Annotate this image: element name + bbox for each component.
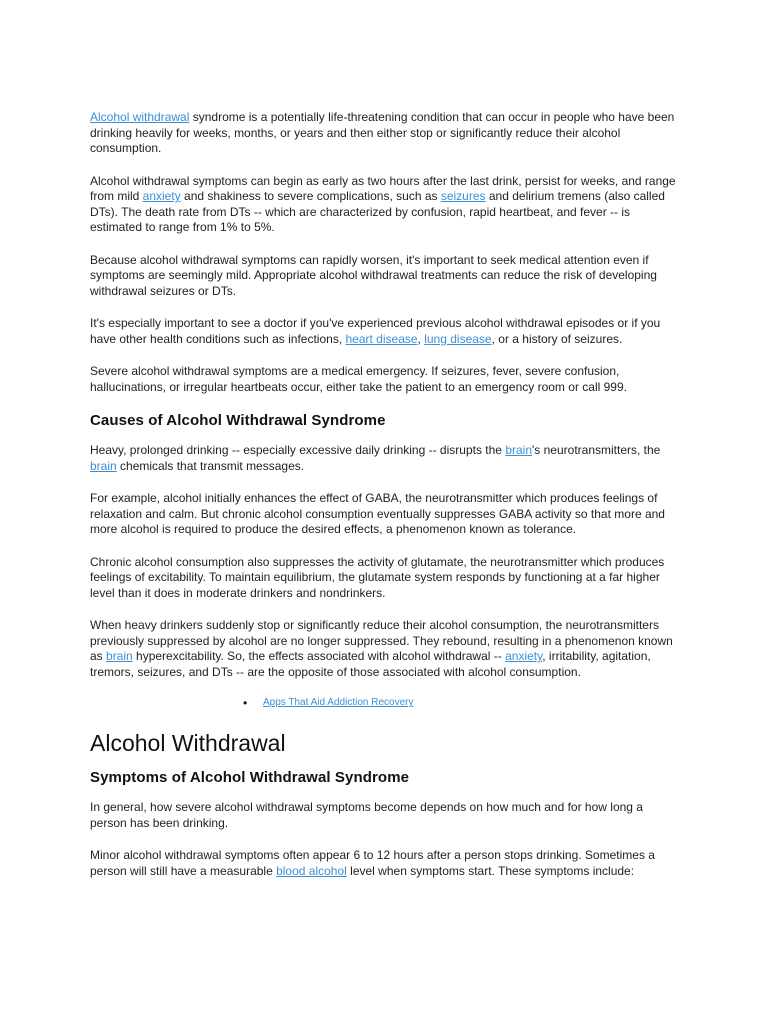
link-alcohol-withdrawal[interactable]: Alcohol withdrawal — [90, 110, 190, 124]
link-seizures[interactable]: seizures — [440, 189, 486, 203]
paragraph-causes-intro — [90, 443, 680, 474]
link-brain[interactable]: brain — [90, 458, 117, 473]
paragraph-text: Heavy, prolonged drinking -- especially excessive daily drinking -- disrupts the — [90, 443, 506, 457]
paragraph-text: It's especially important to see a doctor if you've experienced previous alcohol withdrawal episodes or if you have other health conditions such as infections, — [90, 316, 661, 346]
paragraph-rebound — [90, 618, 680, 680]
link-brain[interactable]: brain — [505, 443, 532, 457]
list-item — [243, 696, 680, 710]
link-anxiety[interactable]: anxiety — [142, 189, 181, 203]
paragraph-text: When heavy drinkers suddenly stop or significantly reduce their alcohol consumption, the neurotransmitters previously suppressed by alcohol are no longer suppressed. They rebound, resulting in a phenomenon known as — [90, 618, 673, 663]
paragraph-glutamate: Chronic alcohol consumption also suppresses the activity of glutamate, the neurotransmitter which produces feelings of excitability. To maintain equilibrium, the glutamate system responds by functioning at a far higher level than it does in moderate drinkers and nondrinkers. — [90, 554, 665, 600]
link-brain[interactable]: brain — [106, 649, 133, 663]
paragraph-text: , irritability, agitation, tremors, seizures, and DTs -- are the opposite of those associated with alcohol consumption. — [90, 649, 651, 679]
link-blood-alcohol[interactable]: blood alcohol — [276, 863, 347, 878]
bullet-icon: • — [243, 696, 248, 710]
paragraph-severity: In general, how severe alcohol withdrawal symptoms become depends on how much and for how long a person has been drinking. — [90, 800, 643, 830]
link-lung-disease[interactable]: lung disease — [424, 331, 492, 346]
heading-symptoms: Symptoms of Alcohol Withdrawal Syndrome — [90, 769, 410, 786]
page-title: Alcohol Withdrawal — [90, 730, 286, 756]
paragraph-text: syndrome is a potentially life-threatening condition that can occur in people who have been drinking heavily for weeks, months, or years and then either stop or significantly reduce their alcohol consumption. — [90, 110, 675, 155]
link-apps-addiction-recovery[interactable]: Apps That Aid Addiction Recovery — [263, 697, 414, 708]
paragraph-text: , — [417, 331, 425, 346]
paragraph-seek-attention: Because alcohol withdrawal symptoms can rapidly worsen, it's important to seek medical attention even if symptoms are seemingly mild. Appropriate alcohol withdrawal treatments can reduce the risk of developing withdrawal seizures or DTs. — [90, 252, 657, 298]
paragraph-emergency: Severe alcohol withdrawal symptoms are a medical emergency. If seizures, fever, severe confusion, hallucinations, or irregular heartbeats occur, either take the patient to an emergency room or call 999. — [90, 364, 627, 394]
paragraph-text: hyperexcitability. So, the effects associated with alcohol withdrawal -- — [132, 649, 506, 663]
paragraph-minor-symptoms — [90, 848, 680, 879]
paragraph-text: , or a history of seizures. — [491, 331, 623, 346]
paragraph-see-doctor — [90, 316, 680, 347]
paragraph-text: level when symptoms start. These symptoms include: — [346, 863, 635, 878]
heading-causes: Causes of Alcohol Withdrawal Syndrome — [90, 412, 386, 429]
related-links-list — [90, 697, 680, 708]
paragraph-gaba: For example, alcohol initially enhances the effect of GABA, the neurotransmitter which produces feelings of relaxation and calm. But chronic alcohol consumption eventually suppresses GABA activity so that more and more alcohol is required to produce the desired effects, a phenomenon known as tolerance. — [90, 491, 665, 536]
paragraph-intro — [90, 110, 680, 157]
paragraph-text: and delirium tremens (also called DTs). The death rate from DTs -- which are characterized by confusion, rapid heartbeat, and fever -- is estimated to range from 1% to 5%. — [90, 189, 665, 234]
paragraph-text: 's neurotransmitters, the — [532, 443, 661, 457]
paragraph-text: Minor alcohol withdrawal symptoms often appear 6 to 12 hours after a person stops drinking. Sometimes a person will still have a measurable — [90, 848, 655, 878]
link-heart-disease[interactable]: heart disease — [345, 331, 418, 346]
paragraph-text: chemicals that transmit messages. — [116, 458, 305, 473]
paragraph-text: and shakiness to severe complications, such as — [180, 189, 441, 203]
article-body — [90, 110, 680, 896]
paragraph-symptoms-onset — [90, 174, 680, 236]
paragraph-text: Alcohol withdrawal symptoms can begin as early as two hours after the last drink, persist for weeks, and range from mild — [90, 173, 676, 203]
link-anxiety[interactable]: anxiety — [505, 649, 543, 663]
